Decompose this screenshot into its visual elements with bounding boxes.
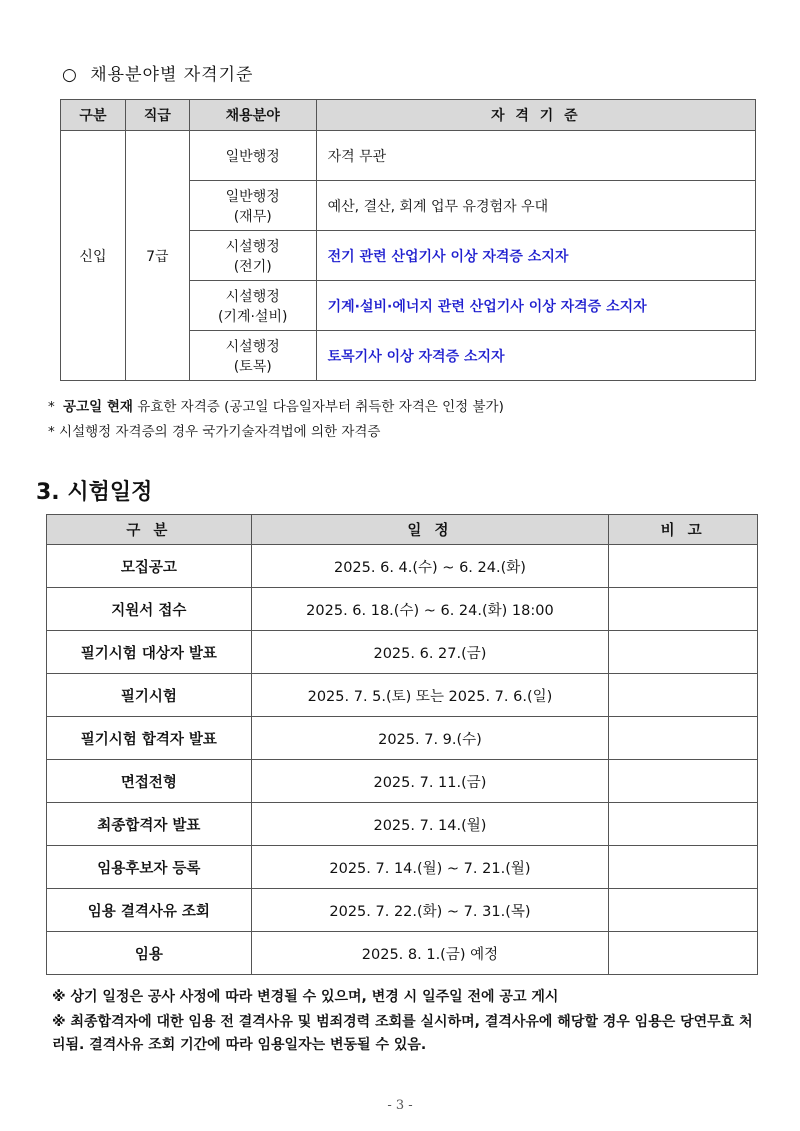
schedule-date: 2025. 7. 5.(토) 또는 2025. 7. 6.(일)	[251, 674, 609, 717]
schedule-note	[609, 631, 758, 674]
schedule-note	[609, 760, 758, 803]
table-row	[47, 846, 758, 889]
schedule-date: 2025. 6. 18.(수) ~ 6. 24.(화) 18:00	[251, 588, 609, 631]
note-facility-certificate: * 시설행정 자격증의 경우 국가기술자격법에 의한 자격증	[48, 424, 381, 440]
criteria-cell: 전기 관련 산업기사 이상 자격증 소지자	[316, 231, 755, 281]
field-line2: (전기)	[233, 258, 272, 275]
qualification-table	[60, 99, 756, 381]
schedule-note	[609, 588, 758, 631]
table-row	[47, 760, 758, 803]
schedule-item: 필기시험	[47, 674, 252, 717]
schedule-date: 2025. 8. 1.(금) 예정	[251, 932, 609, 975]
schedule-note	[609, 889, 758, 932]
schedule-date: 2025. 7. 9.(수)	[251, 717, 609, 760]
schedule-item: 모집공고	[47, 545, 252, 588]
schedule-date: 2025. 7. 11.(금)	[251, 760, 609, 803]
header-field: 채용분야	[189, 100, 316, 131]
criteria-cell: 토목기사 이상 자격증 소지자	[316, 331, 755, 381]
header-grade: 직급	[125, 100, 189, 131]
schedule-table	[46, 514, 758, 975]
table-row	[47, 588, 758, 631]
table-row	[47, 717, 758, 760]
field-cell	[189, 181, 316, 231]
page-number: - 3 -	[387, 1098, 413, 1113]
asterisk-mark: *	[48, 399, 55, 415]
schedule-item: 최종합격자 발표	[47, 803, 252, 846]
field-cell	[189, 331, 316, 381]
schedule-note	[609, 803, 758, 846]
table-row	[47, 932, 758, 975]
schedule-date: 2025. 6. 27.(금)	[251, 631, 609, 674]
table-row	[47, 545, 758, 588]
note-text: 유효한 자격증 (공고일 다음일자부터 취득한 자격은 인정 불가)	[132, 399, 504, 415]
schedule-note	[609, 932, 758, 975]
schedule-date: 2025. 6. 4.(수) ~ 6. 24.(화)	[251, 545, 609, 588]
header-category: 구분	[61, 100, 126, 131]
criteria-cell: 예산, 결산, 회계 업무 유경험자 우대	[316, 181, 755, 231]
schedule-note	[609, 674, 758, 717]
note-valid-certificate	[48, 395, 504, 415]
schedule-date: 2025. 7. 22.(화) ~ 7. 31.(목)	[251, 889, 609, 932]
schedule-title: 3. 시험일정	[36, 480, 153, 505]
field-line1: 시설행정	[225, 288, 280, 305]
table-row	[47, 889, 758, 932]
table-row	[47, 803, 758, 846]
header-note: 비 고	[609, 515, 758, 545]
header-item: 구 분	[47, 515, 252, 545]
field-cell	[189, 131, 316, 181]
field-line2: (기계·설비)	[217, 308, 288, 325]
category-cell: 신입	[61, 131, 126, 381]
header-criteria: 자 격 기 준	[316, 100, 755, 131]
field-line2: (토목)	[233, 358, 272, 375]
schedule-footnote-change: ※ 상기 일정은 공사 사정에 따라 변경될 수 있으며, 변경 시 일주일 전에 공고 게시	[52, 989, 559, 1005]
table-header-row	[47, 515, 758, 545]
schedule-item: 임용 결격사유 조회	[47, 889, 252, 932]
schedule-item: 임용	[47, 932, 252, 975]
schedule-item: 필기시험 합격자 발표	[47, 717, 252, 760]
criteria-cell: 자격 무관	[316, 131, 755, 181]
field-line2: (재무)	[233, 208, 272, 225]
field-cell	[189, 231, 316, 281]
field-line1: 시설행정	[225, 238, 280, 255]
field-line1: 일반행정	[225, 148, 280, 165]
table-row	[47, 631, 758, 674]
schedule-date: 2025. 7. 14.(월) ~ 7. 21.(월)	[251, 846, 609, 889]
table-row	[61, 131, 756, 181]
schedule-footnote-disqualification: ※ 최종합격자에 대한 임용 전 결격사유 및 범죄경력 조회를 실시하며, 결격사유에 해당할 경우 임용은 당연무효 처리됨. 결격사유 조회 기간에 따라 임용일자는 변동될 수 있음.	[52, 1014, 753, 1053]
schedule-item: 지원서 접수	[47, 588, 252, 631]
field-cell	[189, 281, 316, 331]
section-heading	[62, 60, 253, 85]
header-date: 일 정	[251, 515, 609, 545]
schedule-item: 필기시험 대상자 발표	[47, 631, 252, 674]
circle-bullet-icon: ○	[62, 65, 78, 85]
field-line1: 시설행정	[225, 338, 280, 355]
section-heading-text: 채용분야별 자격기준	[90, 65, 254, 85]
table-row	[47, 674, 758, 717]
note-bold-text: 공고일 현재	[63, 399, 133, 415]
criteria-cell: 기계·설비·에너지 관련 산업기사 이상 자격증 소지자	[316, 281, 755, 331]
field-line1: 일반행정	[225, 188, 280, 205]
schedule-note	[609, 846, 758, 889]
schedule-note	[609, 717, 758, 760]
grade-cell: 7급	[125, 131, 189, 381]
schedule-item: 면접전형	[47, 760, 252, 803]
table-header-row	[61, 100, 756, 131]
schedule-note	[609, 545, 758, 588]
schedule-date: 2025. 7. 14.(월)	[251, 803, 609, 846]
schedule-item: 임용후보자 등록	[47, 846, 252, 889]
